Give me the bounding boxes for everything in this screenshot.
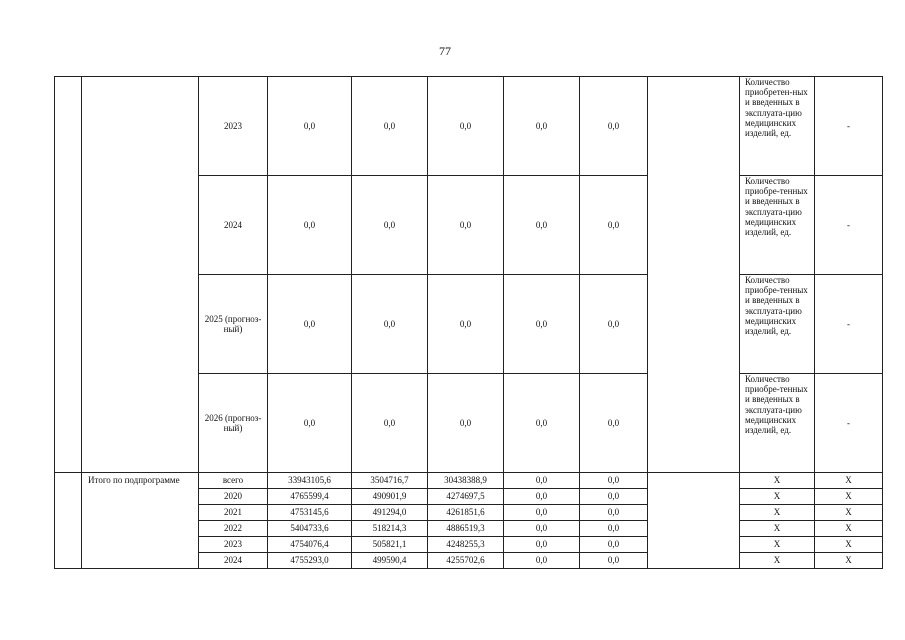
- value-cell: 0,0: [268, 176, 352, 275]
- year-cell: 2021: [199, 505, 268, 521]
- value-cell: 0,0: [352, 77, 428, 176]
- number-cell: [55, 77, 82, 473]
- value-cell: 4765599,4: [268, 489, 352, 505]
- value-cell: 0,0: [352, 374, 428, 473]
- value-cell: 499590,4: [352, 553, 428, 569]
- value-cell: 0,0: [268, 77, 352, 176]
- x-mark-cell: X: [815, 473, 883, 489]
- indicator-cell: Количество приобре-тенных и введенных в эксплуата-цию медицинских изделий, ед.: [740, 374, 815, 473]
- x-mark-cell: X: [740, 489, 815, 505]
- year-cell: 2024: [199, 553, 268, 569]
- executor-cell: [648, 77, 740, 473]
- indicator-value-cell: -: [815, 77, 883, 176]
- x-mark-cell: X: [815, 553, 883, 569]
- value-cell: 4753145,6: [268, 505, 352, 521]
- value-cell: 4886519,3: [428, 521, 504, 537]
- year-cell: 2026 (прогноз-ный): [199, 374, 268, 473]
- total-label: Итого по подпрограмме: [82, 473, 199, 569]
- value-cell: 0,0: [580, 489, 648, 505]
- value-cell: 3504716,7: [352, 473, 428, 489]
- value-cell: 0,0: [580, 537, 648, 553]
- year-cell: 2024: [199, 176, 268, 275]
- value-cell: 0,0: [268, 275, 352, 374]
- value-cell: 0,0: [504, 489, 580, 505]
- value-cell: 0,0: [504, 473, 580, 489]
- event-name-cell: [82, 77, 199, 473]
- value-cell: 518214,3: [352, 521, 428, 537]
- executor-cell: [648, 473, 740, 569]
- value-cell: 33943105,6: [268, 473, 352, 489]
- value-cell: 0,0: [504, 374, 580, 473]
- x-mark-cell: X: [740, 473, 815, 489]
- value-cell: 0,0: [428, 176, 504, 275]
- value-cell: 0,0: [504, 77, 580, 176]
- x-mark-cell: X: [740, 553, 815, 569]
- value-cell: 4248255,3: [428, 537, 504, 553]
- value-cell: 0,0: [428, 77, 504, 176]
- total-row: [55, 473, 883, 489]
- value-cell: 0,0: [352, 176, 428, 275]
- value-cell: 0,0: [580, 553, 648, 569]
- value-cell: 0,0: [268, 374, 352, 473]
- value-cell: 30438388,9: [428, 473, 504, 489]
- year-cell: всего: [199, 473, 268, 489]
- value-cell: 5404733,6: [268, 521, 352, 537]
- value-cell: 0,0: [504, 505, 580, 521]
- value-cell: 0,0: [580, 176, 648, 275]
- value-cell: 0,0: [580, 521, 648, 537]
- x-mark-cell: X: [815, 505, 883, 521]
- value-cell: 491294,0: [352, 505, 428, 521]
- indicator-cell: Количество приобре-тенных и введенных в эксплуата-цию медицинских изделий, ед.: [740, 275, 815, 374]
- value-cell: 0,0: [428, 275, 504, 374]
- value-cell: 490901,9: [352, 489, 428, 505]
- program-table: [54, 76, 883, 569]
- value-cell: 0,0: [580, 473, 648, 489]
- value-cell: 0,0: [580, 505, 648, 521]
- year-cell: 2022: [199, 521, 268, 537]
- year-cell: 2023: [199, 77, 268, 176]
- indicator-cell: Количество приобретен-ных и введенных в эксплуата-цию медицинских изделий, ед.: [740, 77, 815, 176]
- value-cell: 0,0: [580, 275, 648, 374]
- x-mark-cell: X: [740, 537, 815, 553]
- value-cell: 0,0: [352, 275, 428, 374]
- x-mark-cell: X: [815, 537, 883, 553]
- x-mark-cell: X: [740, 505, 815, 521]
- x-mark-cell: X: [815, 521, 883, 537]
- value-cell: 4754076,4: [268, 537, 352, 553]
- value-cell: 0,0: [504, 275, 580, 374]
- table-row: [55, 77, 883, 176]
- page-number: 77: [439, 44, 451, 58]
- value-cell: 0,0: [428, 374, 504, 473]
- value-cell: 0,0: [580, 374, 648, 473]
- year-cell: 2020: [199, 489, 268, 505]
- value-cell: 0,0: [504, 176, 580, 275]
- value-cell: 4755293,0: [268, 553, 352, 569]
- value-cell: 0,0: [504, 553, 580, 569]
- value-cell: 4255702,6: [428, 553, 504, 569]
- value-cell: 0,0: [580, 77, 648, 176]
- indicator-value-cell: -: [815, 374, 883, 473]
- value-cell: 4261851,6: [428, 505, 504, 521]
- value-cell: 4274697,5: [428, 489, 504, 505]
- year-cell: 2023: [199, 537, 268, 553]
- indicator-cell: Количество приобре-тенных и введенных в эксплуата-цию медицинских изделий, ед.: [740, 176, 815, 275]
- value-cell: 505821,1: [352, 537, 428, 553]
- indicator-value-cell: -: [815, 176, 883, 275]
- x-mark-cell: X: [815, 489, 883, 505]
- x-mark-cell: X: [740, 521, 815, 537]
- indicator-value-cell: -: [815, 275, 883, 374]
- value-cell: 0,0: [504, 521, 580, 537]
- value-cell: 0,0: [504, 537, 580, 553]
- year-cell: 2025 (прогноз-ный): [199, 275, 268, 374]
- number-cell: [55, 473, 82, 569]
